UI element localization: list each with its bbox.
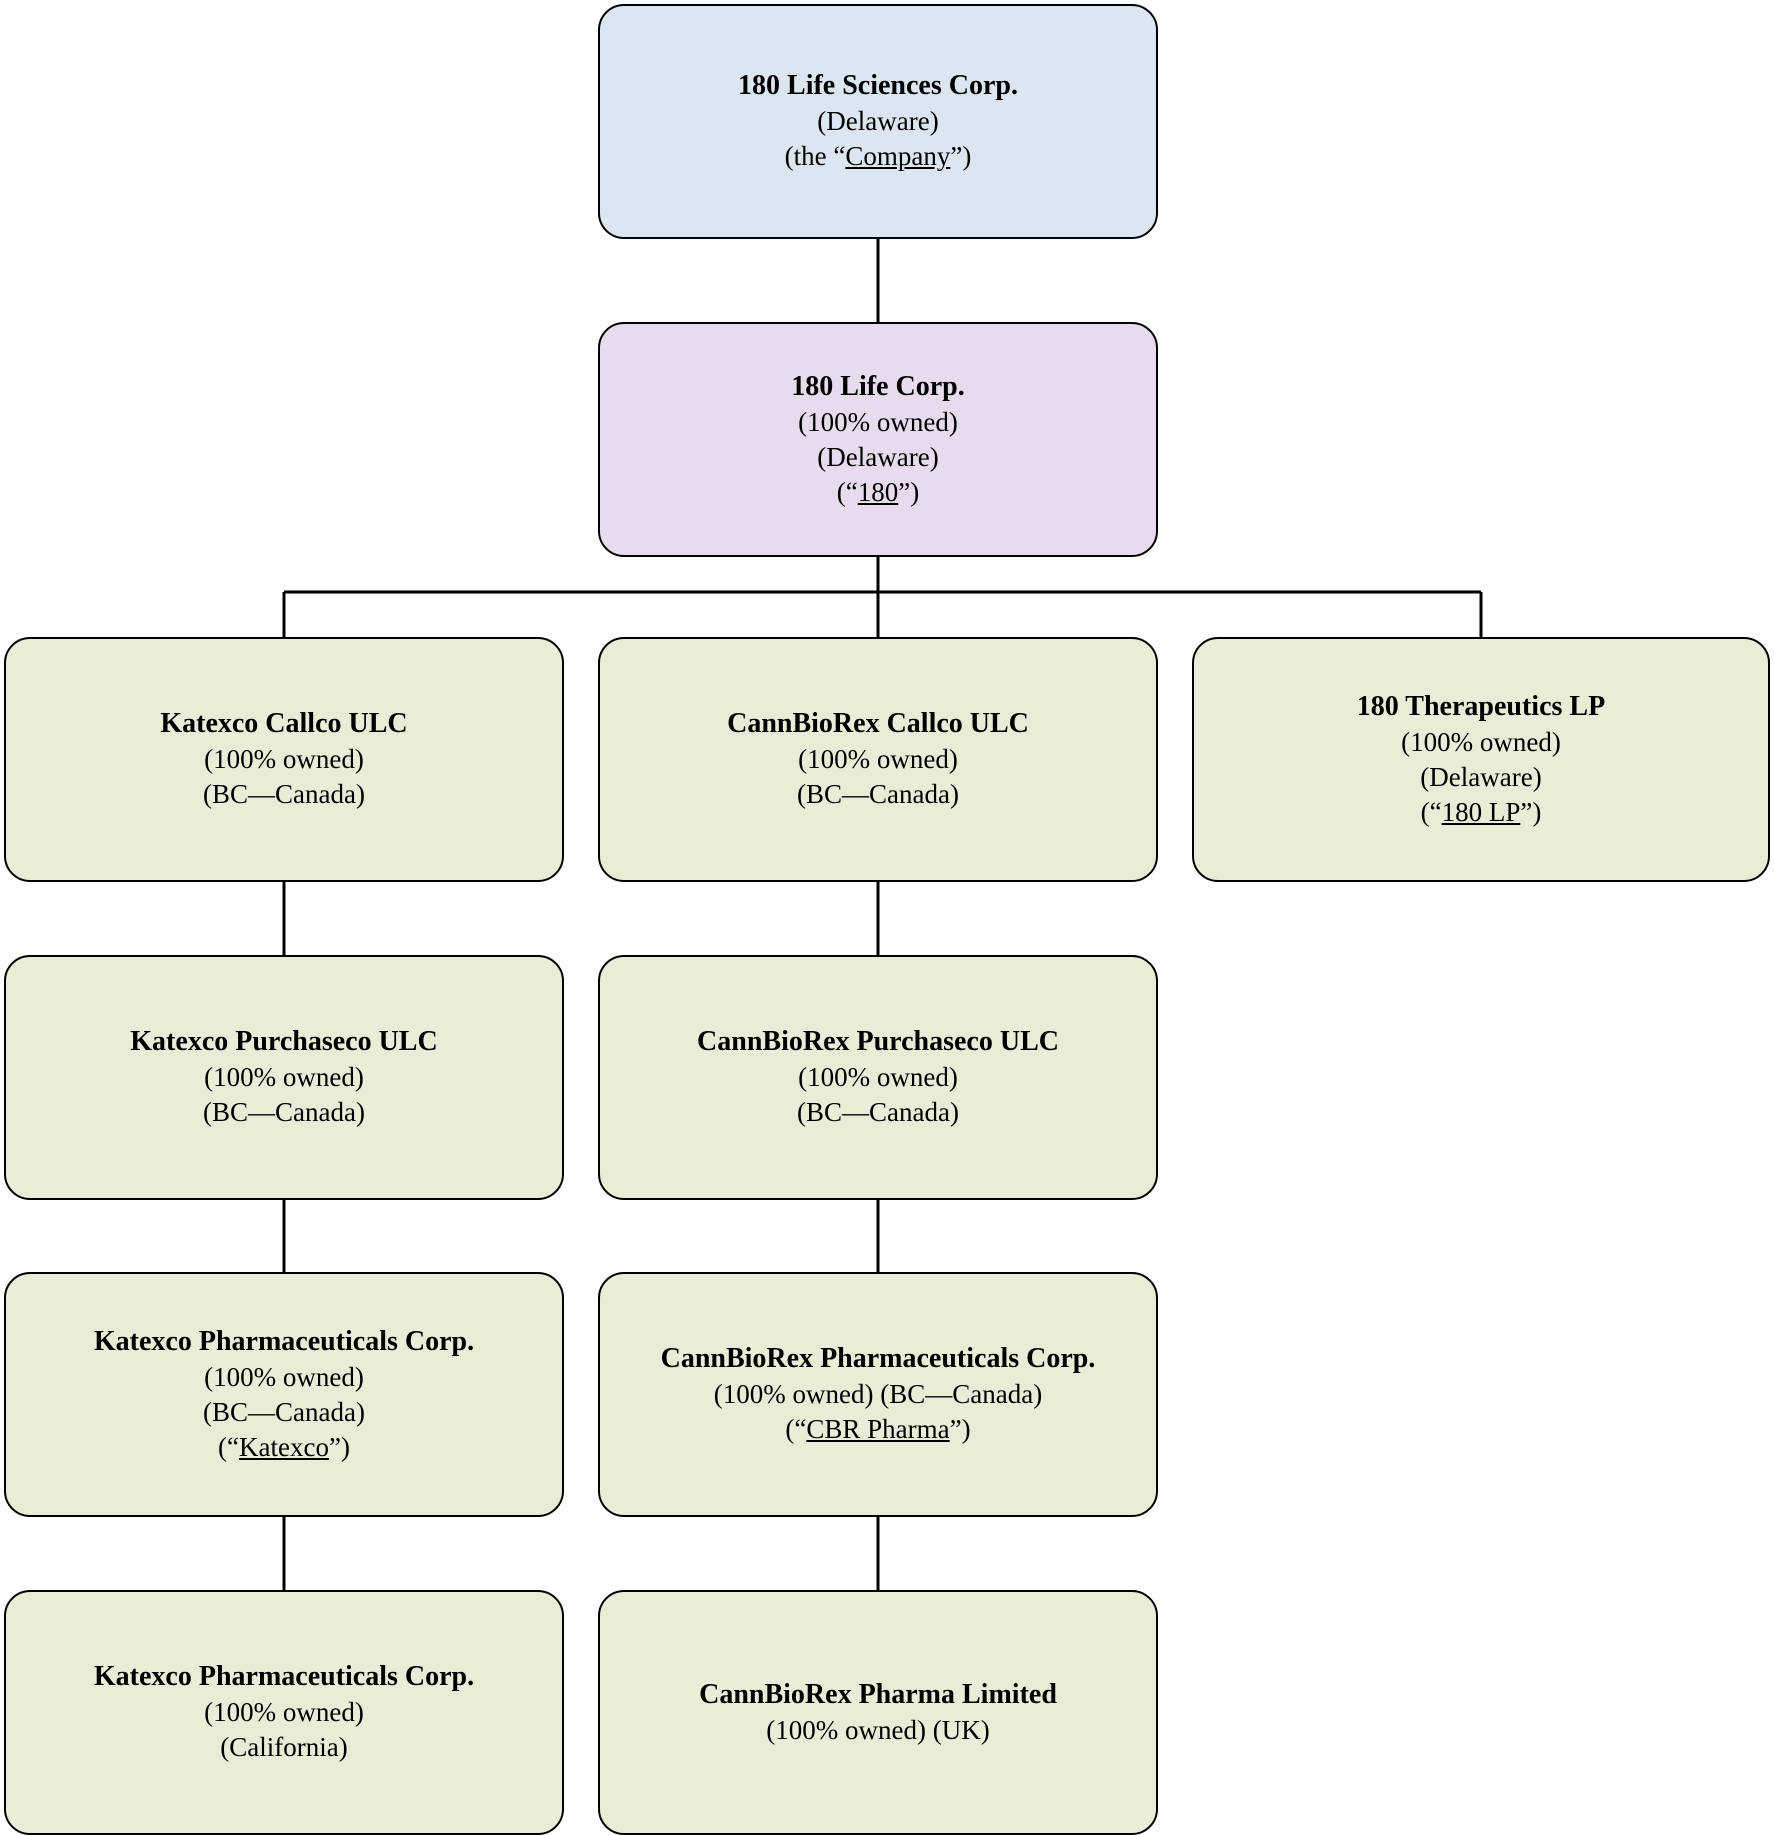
- node-katexco-purchaseco[interactable]: [4, 955, 564, 1200]
- node-company[interactable]: [598, 4, 1158, 239]
- node-company-line-1: (Delaware): [817, 106, 939, 137]
- node-180-life-corp-line-3: (“180”): [836, 476, 920, 507]
- node-katexco-pharmaceuticals-ca-title: Katexco Pharmaceuticals Corp.: [93, 1661, 475, 1693]
- node-cannbiorex-pharma-limited-line-1: (100% owned) (UK): [766, 1714, 990, 1745]
- node-company-title: 180 Life Sciences Corp.: [738, 70, 1018, 102]
- node-cannbiorex-pharmaceuticals[interactable]: [598, 1272, 1158, 1517]
- node-180-life-corp-title: 180 Life Corp.: [791, 370, 965, 402]
- node-katexco-callco[interactable]: [4, 637, 564, 882]
- node-cannbiorex-purchaseco-title: CannBioRex Purchaseco ULC: [697, 1026, 1059, 1058]
- node-katexco-pharmaceuticals-bc[interactable]: [4, 1272, 564, 1517]
- node-180-life-corp-line-2: (Delaware): [817, 441, 939, 472]
- node-cannbiorex-purchaseco[interactable]: [598, 955, 1158, 1200]
- node-katexco-purchaseco-line-1: (100% owned): [204, 1062, 364, 1093]
- node-katexco-pharmaceuticals-bc-title: Katexco Pharmaceuticals Corp.: [93, 1325, 475, 1357]
- node-180-life-corp-line-1: (100% owned): [798, 406, 958, 437]
- node-cannbiorex-callco-title: CannBioRex Callco ULC: [727, 708, 1029, 740]
- node-katexco-pharmaceuticals-ca-line-1: (100% owned): [204, 1697, 364, 1728]
- node-cannbiorex-callco-line-1: (100% owned): [798, 744, 958, 775]
- node-katexco-pharmaceuticals-ca[interactable]: [4, 1590, 564, 1835]
- node-cannbiorex-callco[interactable]: [598, 637, 1158, 882]
- node-katexco-purchaseco-title: Katexco Purchaseco ULC: [130, 1026, 438, 1058]
- node-katexco-pharmaceuticals-bc-line-1: (100% owned): [204, 1361, 364, 1392]
- node-180-therapeutics-lp-line-2: (Delaware): [1420, 761, 1542, 792]
- node-cannbiorex-purchaseco-line-1: (100% owned): [798, 1062, 958, 1093]
- node-katexco-callco-title: Katexco Callco ULC: [160, 708, 408, 740]
- node-katexco-pharmaceuticals-bc-line-2: (BC—Canada): [203, 1396, 365, 1427]
- node-cannbiorex-pharmaceuticals-title: CannBioRex Pharmaceuticals Corp.: [660, 1343, 1096, 1375]
- node-katexco-callco-line-1: (100% owned): [204, 744, 364, 775]
- node-180-therapeutics-lp-title: 180 Therapeutics LP: [1356, 690, 1606, 722]
- node-180-therapeutics-lp-line-3: (“180 LP”): [1420, 796, 1542, 827]
- node-katexco-purchaseco-line-2: (BC—Canada): [203, 1097, 365, 1128]
- node-cannbiorex-pharma-limited-title: CannBioRex Pharma Limited: [699, 1679, 1057, 1711]
- node-180-therapeutics-lp[interactable]: [1192, 637, 1770, 882]
- node-katexco-pharmaceuticals-bc-line-3: (“Katexco”): [218, 1431, 350, 1462]
- node-cannbiorex-pharma-limited[interactable]: [598, 1590, 1158, 1835]
- node-cannbiorex-purchaseco-line-2: (BC—Canada): [797, 1097, 959, 1128]
- node-180-therapeutics-lp-line-1: (100% owned): [1401, 726, 1561, 757]
- node-180-life-corp[interactable]: [598, 322, 1158, 557]
- node-katexco-callco-line-2: (BC—Canada): [203, 779, 365, 810]
- node-company-line-2: (the “Company”): [784, 141, 972, 172]
- node-cannbiorex-pharmaceuticals-line-2: (“CBR Pharma”): [785, 1414, 971, 1445]
- node-cannbiorex-callco-line-2: (BC—Canada): [797, 779, 959, 810]
- node-katexco-pharmaceuticals-ca-line-2: (California): [220, 1732, 348, 1763]
- node-cannbiorex-pharmaceuticals-line-1: (100% owned) (BC—Canada): [713, 1379, 1043, 1410]
